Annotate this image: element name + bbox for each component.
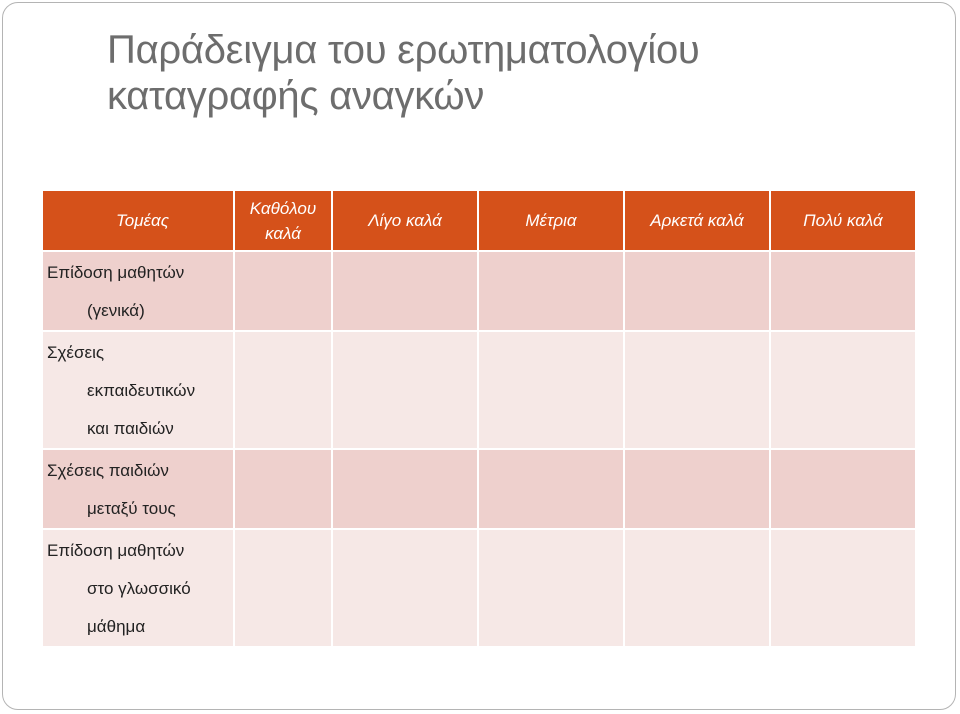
rating-cell[interactable] xyxy=(235,530,333,648)
rating-cell[interactable] xyxy=(625,332,771,450)
rating-cell[interactable] xyxy=(625,450,771,530)
needs-assessment-table xyxy=(43,191,917,648)
row-label-cont: (γενικά) xyxy=(87,301,145,320)
row-label-cont: στο γλωσσικό μάθημα xyxy=(87,579,191,636)
rating-cell[interactable] xyxy=(771,530,917,648)
row-label-line: Σχέσεις xyxy=(47,343,105,362)
rating-cell[interactable] xyxy=(479,332,625,450)
header-level: Πολύ καλά xyxy=(771,191,917,252)
rating-cell[interactable] xyxy=(479,530,625,648)
table-header-row xyxy=(43,191,917,252)
rating-cell[interactable] xyxy=(235,252,333,332)
rating-cell[interactable] xyxy=(333,530,479,648)
rating-cell[interactable] xyxy=(625,252,771,332)
rating-cell[interactable] xyxy=(333,332,479,450)
row-label xyxy=(43,332,235,450)
header-sector: Τομέας xyxy=(43,191,235,252)
header-level: Αρκετά καλά xyxy=(625,191,771,252)
rating-cell[interactable] xyxy=(333,252,479,332)
rating-cell[interactable] xyxy=(235,332,333,450)
rating-cell[interactable] xyxy=(235,450,333,530)
header-level: Καθόλου καλά xyxy=(235,191,333,252)
rating-cell[interactable] xyxy=(771,450,917,530)
table-row xyxy=(43,450,917,530)
rating-cell[interactable] xyxy=(771,332,917,450)
table-row xyxy=(43,530,917,648)
slide-title: Παράδειγμα του ερωτηματολογίου καταγραφής αναγκών xyxy=(107,28,700,118)
table-row xyxy=(43,252,917,332)
row-label-line: Επίδοση μαθητών xyxy=(47,263,185,282)
rating-cell[interactable] xyxy=(771,252,917,332)
row-label xyxy=(43,530,235,648)
row-label-line: Σχέσεις παιδιών xyxy=(47,461,169,480)
row-label xyxy=(43,252,235,332)
table-row xyxy=(43,332,917,450)
rating-cell[interactable] xyxy=(479,450,625,530)
rating-cell[interactable] xyxy=(333,450,479,530)
rating-cell[interactable] xyxy=(479,252,625,332)
row-label-line: Επίδοση μαθητών xyxy=(47,541,185,560)
rating-cell[interactable] xyxy=(625,530,771,648)
row-label-cont: μεταξύ τους xyxy=(87,499,176,518)
row-label xyxy=(43,450,235,530)
header-level: Μέτρια xyxy=(479,191,625,252)
header-level: Λίγο καλά xyxy=(333,191,479,252)
row-label-cont: εκπαιδευτικών και παιδιών xyxy=(87,381,196,438)
